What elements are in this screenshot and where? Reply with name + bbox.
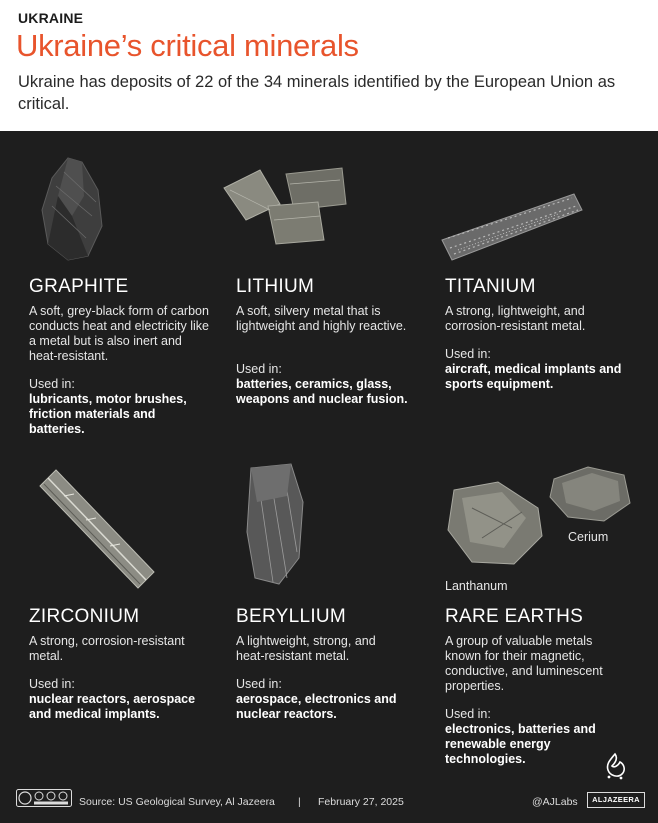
- rare-earths-description: A group of valuable metals known for their magnetic, conductive, and luminescent properties.: [445, 634, 603, 693]
- source-note: Source: US Geological Survey, Al Jazeera: [79, 796, 275, 808]
- graphite-used-label: Used in:: [29, 377, 75, 391]
- footer: [0, 780, 658, 823]
- kicker: UKRAINE: [18, 10, 84, 26]
- titanium-image: [438, 190, 584, 264]
- creative-commons-by-nc-sa-icon: [16, 789, 72, 807]
- graphite-description: A soft, grey-black form of carbon conducts heat and electricity like a metal but is also inert and heat-resistant.: [29, 304, 209, 363]
- zirconium-description: A strong, corrosion-resistant metal.: [29, 634, 185, 663]
- beryllium-used-in: aerospace, electronics and nuclear reactors.: [236, 692, 397, 721]
- beryllium-image: [243, 462, 307, 586]
- lanthanum-label: Lanthanum: [445, 579, 508, 593]
- rare-earths-used-label: Used in:: [445, 707, 491, 721]
- header: [0, 0, 658, 131]
- graphite-used-in: lubricants, motor brushes, friction materials and batteries.: [29, 392, 187, 436]
- page-subtitle: Ukraine has deposits of 22 of the 34 minerals identified by the European Union as critical.: [18, 73, 616, 113]
- zirconium-used-label: Used in:: [29, 677, 75, 691]
- rare-earths-used-in: electronics, batteries and renewable energy technologies.: [445, 722, 596, 766]
- lithium-image: [220, 164, 348, 246]
- page-title: Ukraine’s critical minerals: [16, 28, 359, 63]
- cerium-label: Cerium: [568, 530, 609, 544]
- zirconium-image: [34, 466, 158, 592]
- aljazeera-wordmark-text: ALJAZEERA: [592, 795, 640, 804]
- aljazeera-wordmark: [587, 792, 645, 808]
- zirconium-name: ZIRCONIUM: [29, 606, 140, 627]
- aljazeera-logo-icon: [600, 752, 630, 782]
- titanium-name: TITANIUM: [445, 276, 536, 297]
- lithium-used-label: Used in:: [236, 362, 282, 376]
- graphite-name: GRAPHITE: [29, 276, 129, 297]
- titanium-used-in: aircraft, medical implants and sports equipment.: [445, 362, 622, 391]
- publish-date: February 27, 2025: [318, 796, 404, 808]
- graphite-image: [38, 156, 104, 262]
- ajlabs-handle: @AJLabs: [532, 796, 578, 808]
- cerium-image: [548, 463, 632, 525]
- lithium-description: A soft, silvery metal that is lightweight and highly reactive.: [236, 304, 407, 333]
- beryllium-description: A lightweight, strong, and heat-resistant metal.: [236, 634, 376, 663]
- titanium-description: A strong, lightweight, and corrosion-resistant metal.: [445, 304, 586, 333]
- titanium-used-label: Used in:: [445, 347, 491, 361]
- lanthanum-image: [442, 478, 546, 568]
- rare-earths-name: RARE EARTHS: [445, 606, 584, 627]
- footer-separator: |: [298, 796, 301, 808]
- zirconium-used-in: nuclear reactors, aerospace and medical implants.: [29, 692, 196, 721]
- lithium-name: LITHIUM: [236, 276, 315, 297]
- beryllium-name: BERYLLIUM: [236, 606, 347, 627]
- beryllium-used-label: Used in:: [236, 677, 282, 691]
- lithium-used-in: batteries, ceramics, glass, weapons and nuclear fusion.: [236, 377, 408, 406]
